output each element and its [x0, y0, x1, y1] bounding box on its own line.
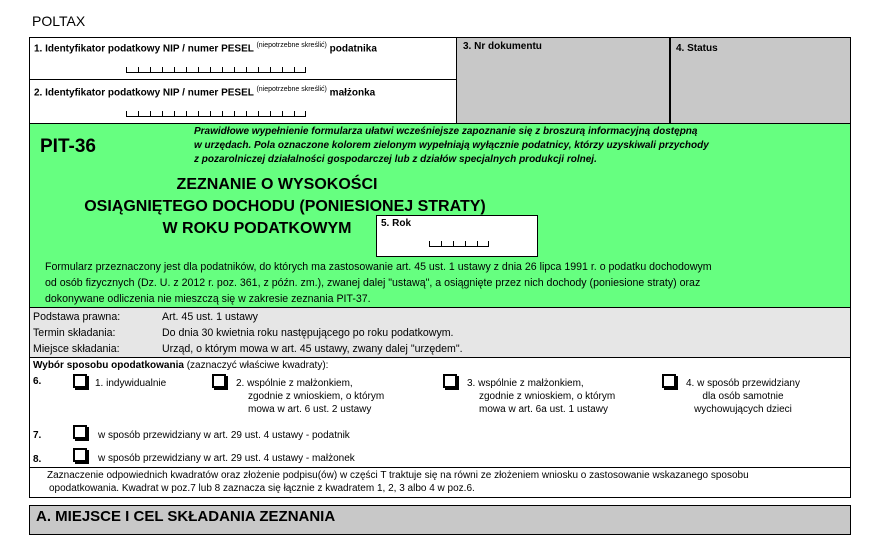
option-7-checkbox[interactable]: [73, 425, 87, 439]
comb-tick: [258, 111, 259, 116]
comb-tick: [174, 67, 175, 72]
field-1-sup: (niepotrzebne skreślić): [256, 42, 327, 49]
comb-tick: [441, 241, 442, 246]
brand-label: POLTAX: [32, 13, 86, 29]
comb-tick: [453, 241, 454, 246]
legal-key: Podstawa prawna:: [33, 311, 121, 323]
option-1-checkbox[interactable]: [73, 374, 87, 388]
form-info: Prawidłowe wypełnienie formularza ułatwi wcześniejsze zapoznanie się z broszurą informacyjną dostępną w urzędach. Pola oznaczone kolorem zielonym wypełniają wyłącznie podatnicy, którzy uzyskiwali przychody z pozarolniczej działalności gospodarczej lub z działów specjalnych produkcji rolnej.: [194, 126, 709, 165]
year-field[interactable]: [376, 215, 538, 257]
field-3-label: 3. Nr dokumentu: [463, 41, 542, 52]
field-2-label: 2. Identyfikator podatkowy NIP / numer PESEL: [34, 87, 254, 99]
comb-tick: [198, 111, 199, 116]
year-label: 5. Rok: [381, 218, 412, 229]
comb-tick: [294, 67, 295, 72]
option-2-label: 2. wspólnie z małżonkiem, zgodnie z wnioskiem, o którym mowa w art. 6 ust. 2 ustawy: [236, 378, 385, 415]
comb-tick: [477, 241, 478, 246]
option-1-label: 1. indywidualnie: [95, 378, 167, 389]
option-4-label: 4. w sposób przewidziany dla osób samotnie wychowujących dzieci: [686, 378, 800, 415]
legal-key: Termin składania:: [33, 327, 116, 339]
field-1-suffix: podatnika: [329, 43, 377, 55]
comb-tick: [138, 67, 139, 72]
form-header-green: [29, 124, 851, 308]
pos-6-number: 6.: [33, 376, 42, 387]
comb-tick: [186, 111, 187, 116]
taxation-method: [29, 358, 851, 468]
comb-tick: [465, 241, 466, 246]
section-a-title: A. MIEJSCE I CEL SKŁADANIA ZEZNANIA: [36, 508, 336, 525]
option-2-checkbox[interactable]: [212, 374, 226, 388]
comb-tick: [258, 67, 259, 72]
comb-tick: [126, 111, 127, 116]
field-1-ticks: [126, 66, 306, 73]
comb-tick: [282, 111, 283, 116]
comb-tick: [210, 67, 211, 72]
legal-key: Miejsce składania:: [33, 343, 120, 355]
option-4-checkbox[interactable]: [662, 374, 676, 388]
comb-tick: [150, 111, 151, 116]
option-8-checkbox[interactable]: [73, 448, 87, 462]
form-code: PIT-36: [40, 136, 96, 157]
comb-tick: [246, 111, 247, 116]
comb-tick: [138, 111, 139, 116]
field-2-suffix: małżonka: [329, 87, 376, 99]
year-ticks: [429, 240, 489, 247]
comb-tick: [246, 67, 247, 72]
comb-tick: [488, 241, 489, 246]
form-description: Formularz przeznaczony jest dla podatników, do których ma zastosowanie art. 45 ust. 1 ustawy z dnia 26 lipca 1991 r. o podatku dochodowym od osób fizycznych (Dz. U. z 2012 r. poz. 361, z późn. zm.), zwanej dalej "ustawą", a osiągnięte przez nich dochody (poniesione straty) oraz dokonywane odliczenia nie mieszczą się w zakresie zeznania PIT-37.: [45, 261, 712, 305]
comb-tick: [222, 111, 223, 116]
comb-tick: [162, 67, 163, 72]
pos-7-number: 7.: [33, 430, 42, 441]
field-4-label: 4. Status: [676, 43, 718, 54]
comb-tick: [210, 111, 211, 116]
comb-tick: [270, 67, 271, 72]
section-a-header: [29, 505, 851, 535]
comb-tick: [294, 111, 295, 116]
comb-tick: [162, 111, 163, 116]
comb-tick: [186, 67, 187, 72]
comb-tick: [305, 111, 306, 116]
comb-tick: [270, 111, 271, 116]
form-title: ZEZNANIE O WYSOKOŚCI OSIĄGNIĘTEGO DOCHODU (PONIESIONEJ STRATY) W ROKU PODATKOWYM: [84, 176, 486, 237]
field-2-sup: (niepotrzebne skreślić): [256, 86, 327, 93]
method-note: Zaznaczenie odpowiednich kwadratów oraz złożenie podpisu(ów) w części T traktuje się na równi ze złożeniem wniosku o zastosowanie wskazanego sposobu opodatkowania. Kwadrat w poz.7 lub 8 zaznacza się łącznie z kwadratem 1, 2, 3 albo 4 w poz.6.: [29, 468, 851, 498]
method-hint: (zaznaczyć właściwe kwadraty):: [186, 360, 329, 371]
field-1-nip-pesel[interactable]: [29, 37, 457, 80]
pos-8-number: 8.: [33, 454, 42, 465]
option-8-label: w sposób przewidziany w art. 29 ust. 4 ustawy - małżonek: [98, 453, 355, 464]
field-2-nip-pesel[interactable]: [29, 80, 457, 124]
comb-tick: [305, 67, 306, 72]
comb-tick: [126, 67, 127, 72]
legal-info: [29, 308, 851, 358]
option-7-label: w sposób przewidziany w art. 29 ust. 4 ustawy - podatnik: [98, 430, 350, 441]
option-3-label: 3. wspólnie z małżonkiem, zgodnie z wnioskiem, o którym mowa w art. 6a ust. 1 ustawy: [467, 378, 616, 415]
comb-tick: [234, 111, 235, 116]
comb-tick: [174, 111, 175, 116]
field-2-ticks: [126, 110, 306, 117]
legal-value: Urząd, o którym mowa w art. 45 ustawy, zwany dalej "urzędem".: [162, 343, 463, 355]
option-3-checkbox[interactable]: [443, 374, 457, 388]
field-3-document-number: [457, 37, 670, 124]
method-title: Wybór sposobu opodatkowania: [33, 360, 184, 371]
field-1-label: 1. Identyfikator podatkowy NIP / numer PESEL: [34, 43, 254, 55]
field-4-status: [670, 37, 851, 124]
legal-value: Art. 45 ust. 1 ustawy: [162, 311, 258, 323]
comb-tick: [429, 241, 430, 246]
comb-tick: [234, 67, 235, 72]
comb-tick: [150, 67, 151, 72]
comb-tick: [222, 67, 223, 72]
comb-tick: [282, 67, 283, 72]
comb-tick: [198, 67, 199, 72]
legal-value: Do dnia 30 kwietnia roku następującego po roku podatkowym.: [162, 327, 454, 339]
